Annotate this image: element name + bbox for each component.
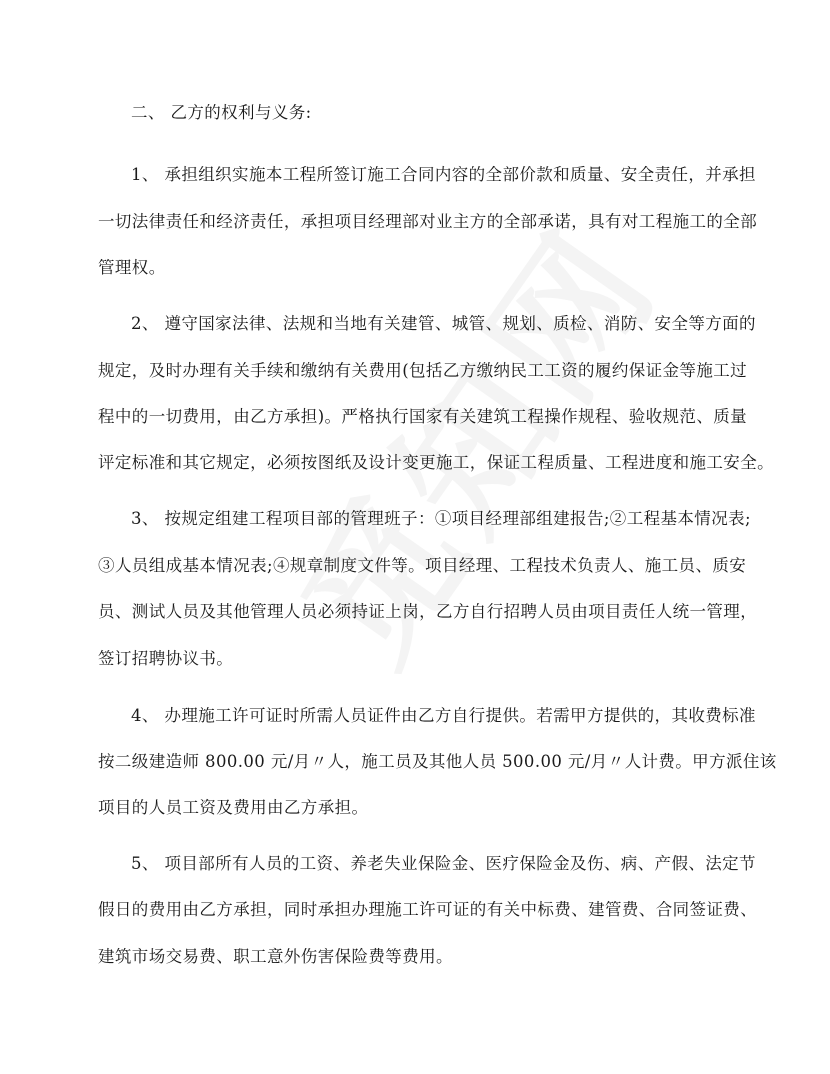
- paragraph-line: 评定标准和其它规定，必须按图纸及设计变更施工，保证工程质量、工程进度和施工安全。: [98, 453, 774, 472]
- paragraph-line: 规定，及时办理有关手续和缴纳有关费用(包括乙方缴纳民工工资的履约保证金等施工过: [98, 361, 748, 380]
- paragraph-line: 1、 承担组织实施本工程所签订施工合同内容的全部价款和质量、安全责任，并承担: [131, 165, 756, 184]
- paragraph-line: 一切法律责任和经济责任，承担项目经理部对业主方的全部承诺，具有对工程施工的全部: [98, 212, 758, 231]
- paragraph-line: 按二级建造师 800.00 元/月〃人，施工员及其他人员 500.00 元/月〃人计费。甲方派住该: [98, 752, 777, 771]
- section-heading: 二、 乙方的权利与义务:: [131, 103, 312, 122]
- paragraph-line: 3、 按规定组建工程项目部的管理班子：①项目经理部组建报告;②工程基本情况表;: [131, 509, 751, 528]
- paragraph-line: 5、 项目部所有人员的工资、养老失业保险金、医疗保险金及伤、病、产假、法定节: [131, 854, 756, 873]
- paragraph-line: 项目的人员工资及费用由乙方承担。: [98, 798, 369, 817]
- paragraph-line: 4、 办理施工许可证时所需人员证件由乙方自行提供。若需甲方提供的，其收费标准: [131, 706, 756, 725]
- paragraph-line: 假日的费用由乙方承担，同时承担办理施工许可证的有关中标费、建管费、合同签证费、: [98, 900, 758, 919]
- paragraph-line: ③人员组成基本情况表;④规章制度文件等。项目经理、工程技术负责人、施工员、质安: [98, 556, 747, 575]
- paragraph-line: 签订招聘协议书。: [98, 649, 234, 668]
- paragraph-line: 程中的一切费用，由乙方承担)。严格执行国家有关建筑工程操作规程、验收规范、质量: [98, 407, 748, 426]
- paragraph-line: 建筑市场交易费、职工意外伤害保险费等费用。: [98, 947, 453, 966]
- paragraph-line: 管理权。: [98, 258, 166, 277]
- paragraph-line: 员、测试人员及其他管理人员必须持证上岗，乙方自行招聘人员由项目责任人统一管理，: [98, 602, 758, 621]
- paragraph-line: 2、 遵守国家法律、法规和当地有关建管、城管、规划、质检、消防、安全等方面的: [131, 314, 756, 333]
